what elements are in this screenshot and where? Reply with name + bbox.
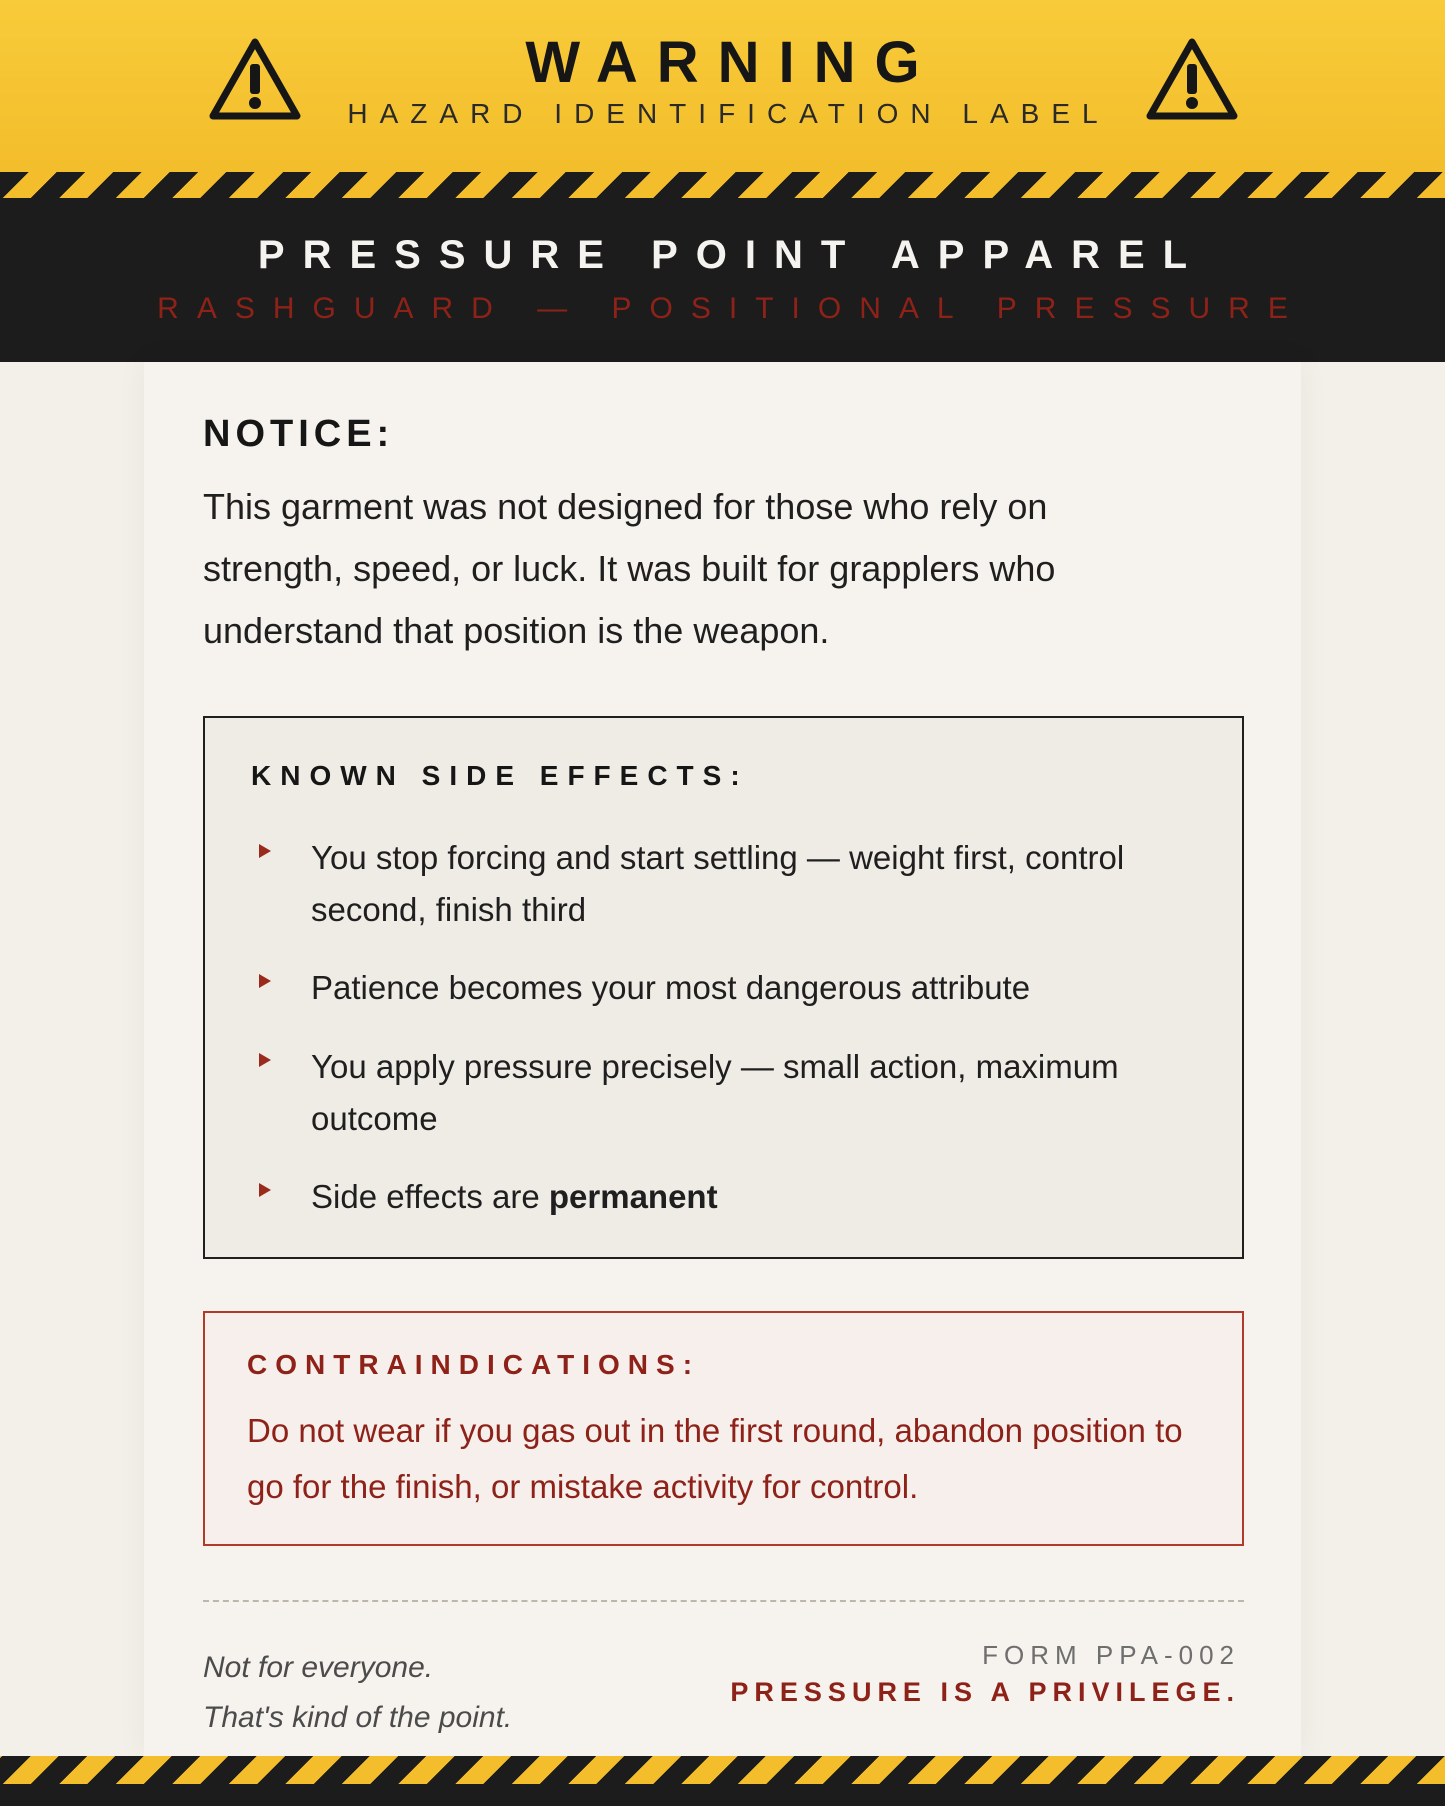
side-effect-text — [311, 1171, 1191, 1223]
bottom-strip — [0, 1784, 1445, 1806]
warning-title: WARNING — [525, 30, 939, 95]
contraindications-label: CONTRAINDICATIONS: — [247, 1349, 701, 1380]
warning-triangle-icon — [1145, 36, 1239, 122]
tagline-line-2: That's kind of the point. — [203, 1701, 513, 1734]
brand-name: PRESSURE POINT APPAREL — [257, 233, 1206, 277]
hazard-stripes-bottom — [0, 1756, 1445, 1784]
side-effect-text: You apply pressure precisely — small action, maximum outcome — [311, 1048, 1119, 1137]
footer-divider — [203, 1600, 1244, 1602]
contraindications-text: Do not wear if you gas out in the first round, abandon position to go for the finish, or mistake activity for control. — [247, 1412, 1183, 1505]
bullet-arrow-icon — [259, 974, 271, 988]
notice-text: This garment was not designed for those who rely on strength, speed, or luck. It was built for grapplers who understand that position is the weapon. — [203, 486, 1056, 651]
tagline-line-1: Not for everyone. — [203, 1651, 434, 1684]
side-effect-prefix: Side effects are — [311, 1178, 549, 1215]
side-effect-emphasis: permanent — [548, 1178, 718, 1215]
bullet-arrow-icon — [259, 844, 271, 858]
product-line: RASHGUARD — POSITIONAL PRESSURE — [157, 292, 1306, 325]
bullet-arrow-icon — [259, 1053, 271, 1067]
side-effects-box — [203, 716, 1244, 1259]
side-effect-text: You stop forcing and start settling — weight first, control second, finish third — [311, 839, 1125, 928]
brand-header — [0, 198, 1445, 362]
side-effect-text: Patience becomes your most dangerous attribute — [311, 969, 1031, 1006]
notice-label: NOTICE: — [203, 413, 395, 455]
contraindications-box — [203, 1311, 1244, 1546]
warning-header — [0, 0, 1445, 174]
hazard-stripes-top — [0, 172, 1445, 198]
slogan: PRESSURE IS A PRIVILEGE. — [730, 1677, 1240, 1707]
side-effects-label: KNOWN SIDE EFFECTS: — [251, 760, 749, 791]
form-id: FORM PPA-002 — [982, 1640, 1240, 1670]
warning-subtitle: HAZARD IDENTIFICATION LABEL — [347, 98, 1110, 129]
bullet-arrow-icon — [259, 1183, 271, 1197]
